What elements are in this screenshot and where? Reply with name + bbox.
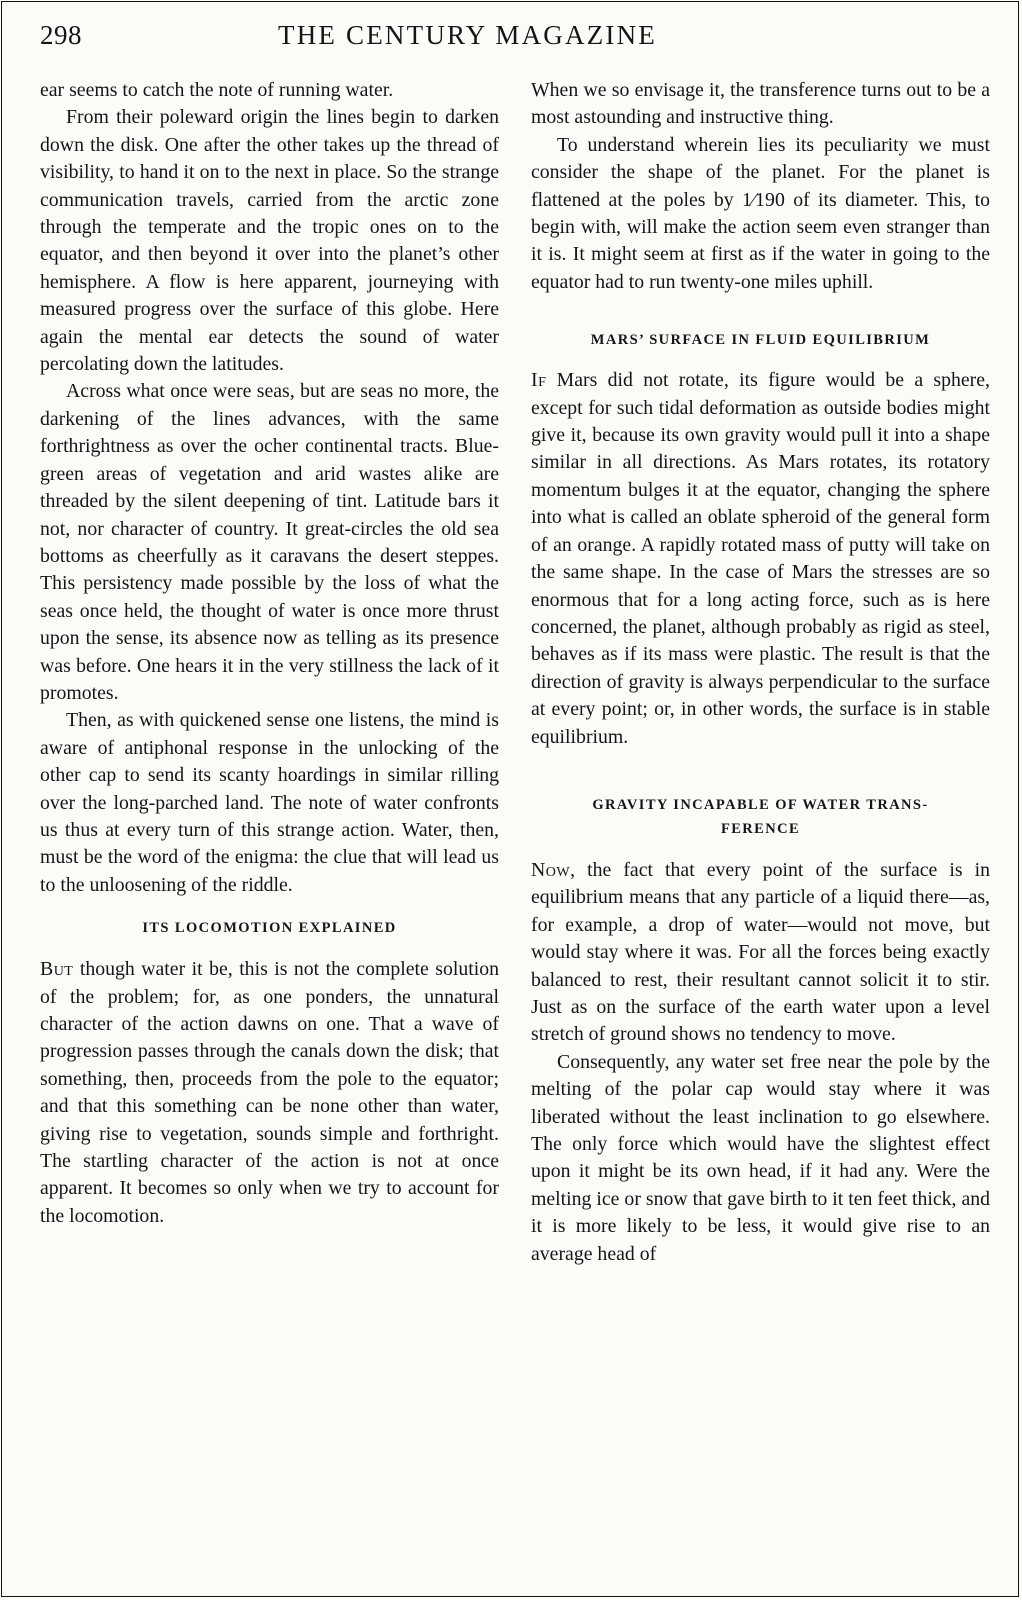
heading-line-1: GRAVITY INCAPABLE OF WATER TRANS-	[592, 796, 929, 813]
section-heading-fluid-equilibrium: MARS’ SURFACE IN FLUID EQUILIBRIUM	[590, 332, 931, 349]
right-paragraph-1: When we so envisage it, the transference turns out to be a most astounding and instructive thing.	[531, 79, 990, 129]
right-paragraph-4-text: , the fact that every point of the surface is in equilibrium means that any particle of a liquid there—as, for example, a drop of water—would not move, but would stay where it was. For all the forces being exactly balanced to rest, their resultant cannot solicit it to stir. Just as on the surface of the earth water upon a level stretch of ground shows no tendency to move.	[531, 858, 990, 1046]
section-heading-locomotion: ITS LOCOMOTION EXPLAINED	[142, 920, 397, 937]
left-column	[40, 77, 499, 1577]
magazine-title: THE CENTURY MAGAZINE	[278, 20, 657, 50]
right-column	[531, 77, 990, 1577]
page-number: 298	[40, 20, 82, 50]
lead-word: Now	[531, 858, 571, 881]
fraction: 1⁄190	[741, 188, 785, 211]
section-heading-gravity	[531, 793, 990, 841]
right-paragraph-3-text: Mars did not rotate, its figure would be a sphere, except for such tidal deformation as outside bodies might give it, because its own gravity would pull it into a shape similar in all directions. As Mars rotates, its rotatory momentum bulges it at the equator, changing the sphere into what is called an oblate spheroid of the general form of an orange. A rapidly rotated mass of putty will take on the same shape. In the case of Mars the stresses are so enormous that for a long acting force, such as is here concerned, the planet, although probably as rigid as steel, behaves as if its mass were plastic. The result is that the direction of gravity is always perpendicular to the surface at every point; or, in other words, the surface is in stable equilibrium.	[531, 369, 990, 748]
left-paragraph-4: Then, as with quickened sense one listens, the mind is aware of antiphonal response in the unlocking of the other cap to send its scanty hoardings in similar rilling over the long-parched land. The note of water confronts us thus at every turn of this strange action. Water, then, must be the word of the enigma: the clue that will lead us to the unloosening of the riddle.	[40, 709, 499, 896]
left-paragraph-3: Across what once were seas, but are seas no more, the darkening of the lines advances, with the same forthrightness as over the ocher continental tracts. Blue-green areas of vegetation and arid wastes alike are threaded by the silent deepening of tint. Latitude bars it not, nor character of country. It great-circles the old sea bottoms as cheerfully as it caravans the desert steppes. This persistency made possible by the loss of what the seas once held, the thought of water is once more thrust upon the sense, its absence now as telling as its presence was before. One hears it in the very stillness the lack of it promotes.	[40, 380, 499, 704]
left-paragraph-5	[40, 956, 499, 1230]
left-paragraph-2: From their poleward origin the lines begin to darken down the disk. One after the other takes up the thread of visibility, to hand it on to the next in place. So the strange communication travels, carried from the arctic zone through the temperate and the tropic ones on to the equator, and then beyond it over into the planet’s other hemisphere. A flow is here apparent, journeying with measured progress over the surface of this globe. Here again the mental ear detects the sound of water percolating down the latitudes.	[40, 106, 499, 376]
right-paragraph-4	[531, 857, 990, 1049]
running-head	[0, 20, 1022, 60]
left-paragraph-1: ear seems to catch the note of running water.	[40, 79, 394, 101]
lead-word: But	[40, 958, 74, 981]
right-paragraph-3	[531, 367, 990, 751]
lead-word: If	[531, 369, 547, 392]
heading-line-2: FERENCE	[720, 820, 801, 837]
right-paragraph-5: Consequently, any water set free near the pole by the melting of the polar cap would stay where it was liberated without the least inclination to go elsewhere. The only force which would have the slightest effect upon it might be its own head, if it had any. Were the melting ice or snow that gave birth to it ten feet thick, and it is more likely to be less, it would give rise to an average head of	[531, 1050, 990, 1265]
right-paragraph-2-text-a: To understand wherein lies its peculiarity we must consider the shape of the planet. For the planet is flattened at the poles by	[531, 133, 990, 211]
left-paragraph-5-text: though water it be, this is not the complete solution of the problem; for, as one ponders, the unnatural character of the action dawns on one. That a wave of progression passes through the canals down the disk; that something, then, proceeds from the pole to the equator; and that this something can be none other than water, giving rise to vegetation, sounds simple and forthright. The startling character of the action is not at once apparent. It becomes so only when we try to account for the locomotion.	[40, 958, 499, 1227]
right-paragraph-2-text-b: of its diameter. This, to begin with, will make the action seem even stranger than it is. It might seem at first as if the water in going to the equator had to run twenty-one miles uphill.	[531, 188, 990, 293]
right-paragraph-2	[531, 132, 990, 296]
